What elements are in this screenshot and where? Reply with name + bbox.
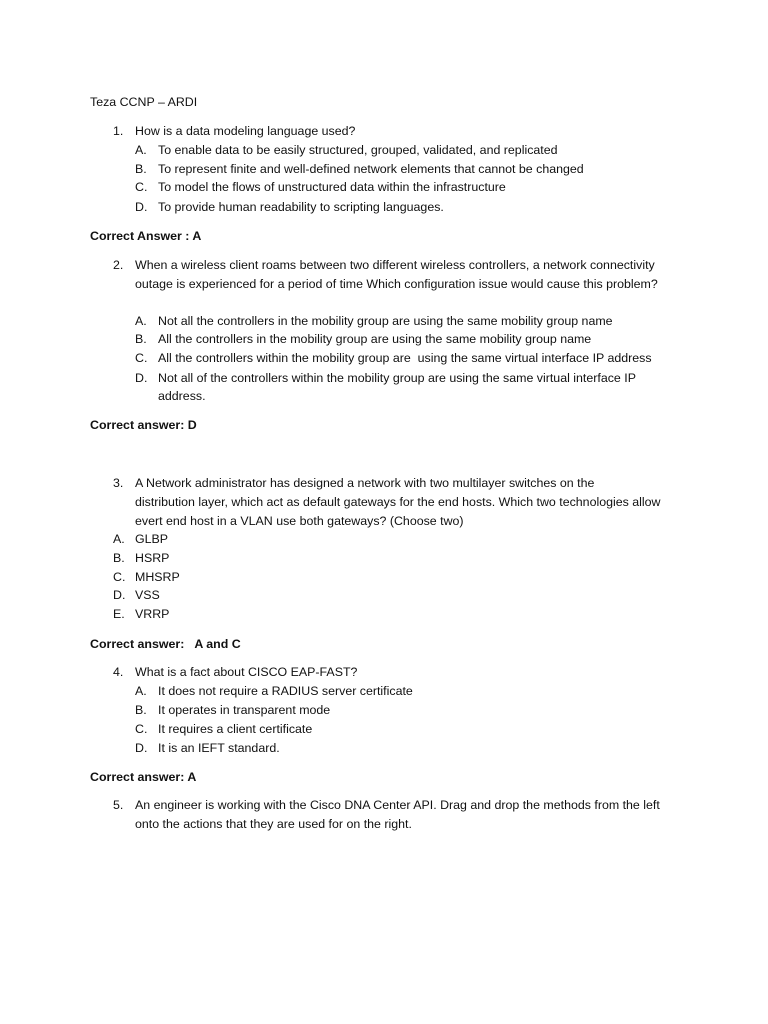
question-number: 5. <box>113 798 124 812</box>
question-text: evert end host in a VLAN use both gateways? (Choose two) <box>135 514 464 528</box>
option-text: All the controllers in the mobility group are using the same mobility group name <box>158 332 592 346</box>
option-text: GLBP <box>135 532 169 546</box>
correct-answer: Correct answer: A <box>90 770 197 784</box>
option-letter: B. <box>135 703 147 717</box>
question-text: When a wireless client roams between two different wireless controllers, a network connectivity <box>135 258 655 272</box>
option-text: VRRP <box>135 607 170 621</box>
question-text: An engineer is working with the Cisco DNA Center API. Drag and drop the methods from the left <box>135 798 660 812</box>
option-letter: C. <box>135 722 148 736</box>
option-letter: C. <box>113 570 126 584</box>
option-letter: D. <box>113 588 126 602</box>
correct-answer-value: A and C <box>194 637 241 651</box>
option-letter: D. <box>135 371 148 385</box>
option-text: To enable data to be easily structured, grouped, validated, and replicated <box>158 143 558 157</box>
option-text: MHSRP <box>135 570 180 584</box>
option-letter: A. <box>113 532 125 546</box>
option-text: To represent finite and well-defined network elements that cannot be changed <box>158 162 584 176</box>
option-text: Not all the controllers in the mobility group are using the same mobility group name <box>158 314 613 328</box>
option-text: HSRP <box>135 551 170 565</box>
option-letter: E. <box>113 607 125 621</box>
question-number: 3. <box>113 476 124 490</box>
option-text: It is an IEFT standard. <box>158 741 280 755</box>
option-letter: A. <box>135 314 147 328</box>
document-title: Teza CCNP – ARDI <box>90 95 198 109</box>
option-text: To model the flows of unstructured data within the infrastructure <box>158 180 506 194</box>
option-text: address. <box>158 389 206 403</box>
question-text: onto the actions that they are used for on the right. <box>135 817 412 831</box>
option-letter: B. <box>113 551 125 565</box>
correct-answer: Correct Answer : A <box>90 229 202 243</box>
option-text: Not all of the controllers within the mobility group are using the same virtual interface IP <box>158 371 636 385</box>
question-number: 4. <box>113 665 124 679</box>
option-letter: B. <box>135 162 147 176</box>
option-letter: D. <box>135 741 148 755</box>
question-number: 2. <box>113 258 124 272</box>
option-letter: C. <box>135 180 148 194</box>
option-letter: A. <box>135 684 147 698</box>
question-text: How is a data modeling language used? <box>135 124 356 138</box>
question-text: A Network administrator has designed a network with two multilayer switches on the <box>135 476 595 490</box>
question-text: distribution layer, which act as default gateways for the end hosts. Which two technologies allow <box>135 495 661 509</box>
option-text: To provide human readability to scripting languages. <box>158 200 444 214</box>
option-letter: B. <box>135 332 147 346</box>
correct-answer: Correct answer: D <box>90 418 197 432</box>
question-number: 1. <box>113 124 124 138</box>
option-letter: C. <box>135 351 148 365</box>
option-letter: A. <box>135 143 147 157</box>
option-text: All the controllers within the mobility group are using the same virtual interface IP address <box>158 351 652 365</box>
question-text: outage is experienced for a period of time Which configuration issue would cause this problem? <box>135 277 658 291</box>
option-text: It operates in transparent mode <box>158 703 331 717</box>
option-text: VSS <box>135 588 160 602</box>
option-text: It requires a client certificate <box>158 722 313 736</box>
option-text: It does not require a RADIUS server certificate <box>158 684 413 698</box>
correct-answer-label: Correct answer: <box>90 637 185 651</box>
correct-answer <box>90 636 241 652</box>
option-letter: D. <box>135 200 148 214</box>
question-text: What is a fact about CISCO EAP-FAST? <box>135 665 358 679</box>
